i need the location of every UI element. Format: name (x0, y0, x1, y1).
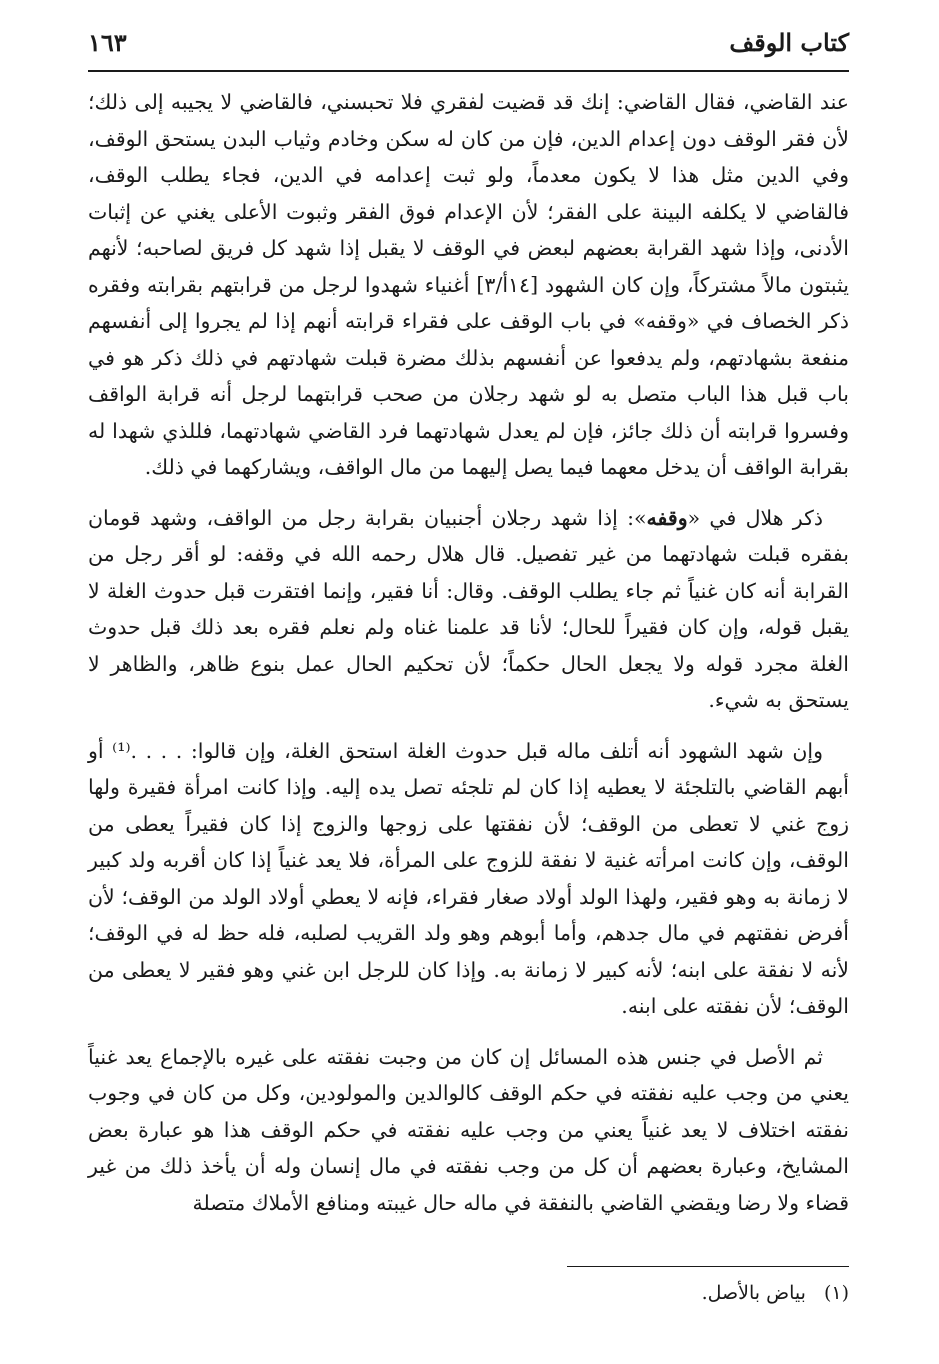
paragraph-3: وإن شهد الشهود أنه أتلف ماله قبل حدوث الغلة استحق الغلة، وإن قالوا: . . . .⁽¹⁾ أو أبهم القاضي بالتلجئة لا يعطيه إذا كان لم تلجئه تصل يده إليه. وإذا كانت امرأة فقيرة ولها زوج غني لا تعطى من الوقف؛ لأن نفقتها على زوجها والزوج إذا كان فقيراً يعطى من الوقف، وإن كانت امرأته غنية لا نفقة للزوج على المرأة، فلا يعد غنياً إذا كان أقربه ولد كبير لا زمانة به وهو فقير، ولهذا الولد أولاد صغار فقراء، فإنه لا يعطي أولاد الولد من الوقف؛ لأن أفرض نفقتهم في مال جدهم، وأما أبوهم وهو ولد القريب لصلبه، فله حظ له في الوقف؛ لأنه لا نفقة على ابنه؛ لأنه كبير لا زمانة به. وإذا كان للرجل ابن غني وهو فقير لا يعطى من الوقف؛ لأن نفقته على ابنه. (88, 738, 849, 1018)
header-rule (88, 70, 849, 72)
footnote-marker: (١) (823, 1282, 849, 1304)
running-head (88, 24, 849, 64)
footnote-rule (567, 1266, 849, 1267)
paragraph-2 (88, 500, 849, 719)
paragraph-1: عند القاضي، فقال القاضي: إنك قد قضيت لفقري فلا تحبسني، فالقاضي لا يجيبه إلى ذلك؛ لأن فقر الوقف دون إعدام الدين، فإن من كان له سكن وخادم وثياب البدن يستحق الوقف، وفي الدين مثل هذا لا يكون معدماً، ولو ثبت إعدامه في الدين، فجاء يطلب الوقف، فالقاضي لا يكلفه البينة على الفقر؛ لأن الإعدام فوق الفقر وثبوت الأعلى يغني عن إثبات الأدنى، وإذا شهد القرابة بعضهم لبعض في الوقف لا يقبل إذا شهد كل فريق لصاحبه؛ لأنهم يثبتون مالاً مشتركاً، وإن كان الشهود [١٤أ/٣] أغنياء شهدوا لرجل من قرابتهم بقرابته وفقره ذكر الخصاف في «وقفه» في باب الوقف على فقراء قرابته أنهم إذا لم يجروا إلى أنفسهم منفعة بشهادتهم، ولم يدفعوا عن أنفسهم بذلك مضرة قبلت شهادتهم في ذلك ذكر هو في باب قبل هذا الباب متصل به لو شهد رجلان من صحب قرابتهما لرجل أنه قرابة الواقف وفسروا قرابته أن ذلك جائز، فإن لم يعدل شهادتهما فرد القاضي شهادتهما، فللذي شهدا له بقرابة الواقف أن يدخل معهما فيما يصل إليهما من مال الواقف، ويشاركهما في ذلك. (88, 90, 850, 479)
paragraph-4: ثم الأصل في جنس هذه المسائل إن كان من وجبت نفقته على غيره بالإجماع يعد غنياً يعني من وجب عليه نفقته في حكم الوقف كالوالدين والمولودين، وكل من كان في وجوب نفقته اختلاف لا يعد غنياً يعني من وجب عليه نفقته في حكم الوقف هذا هو عبارة بعض المشايخ، وعبارة بعضهم أن كل من وجب نفقته في مال إنسان وله أن يأخذ ذلك من غير قضاء ولا رضا ويقضي القاضي بالنفقة في ماله حال غيبته ومنافع الأملاك متصلة (88, 1044, 849, 1215)
page-number: ١٦٣ (88, 28, 127, 57)
footnote (88, 1278, 849, 1308)
paragraph-2-body: »: إذا شهد رجلان أجنبيان بقرابة رجل من الواقف، وشهد قومان بفقره قبلت شهادتهما من غير تفصيل. قال هلال رحمه الله في وقفه: لو أقر رجل من القرابة أنه كان غنياً ثم جاء يطلب الوقف. وقال: أنا فقير، وإنما افتقرت قبل حدوث الغلة لا يقبل قوله، وإن كان فقيراً للحال؛ لأنا قد علمنا غناه ولم نعلم فقره بعد ذلك قبل حدوث الغلة مجرد قوله ولا يجعل الحال حكماً؛ لأن تحكيم الحال عمل بنوع ظاهر، والظاهر لا يستحق به شيء. (88, 505, 849, 712)
book-reference-bold: وقفه (646, 505, 688, 530)
main-text (88, 84, 849, 1235)
paragraph-2-intro: ذكر هلال في « (687, 505, 823, 530)
footnote-text: بياض بالأصل. (701, 1282, 806, 1304)
book-title: كتاب الوقف (729, 28, 849, 57)
